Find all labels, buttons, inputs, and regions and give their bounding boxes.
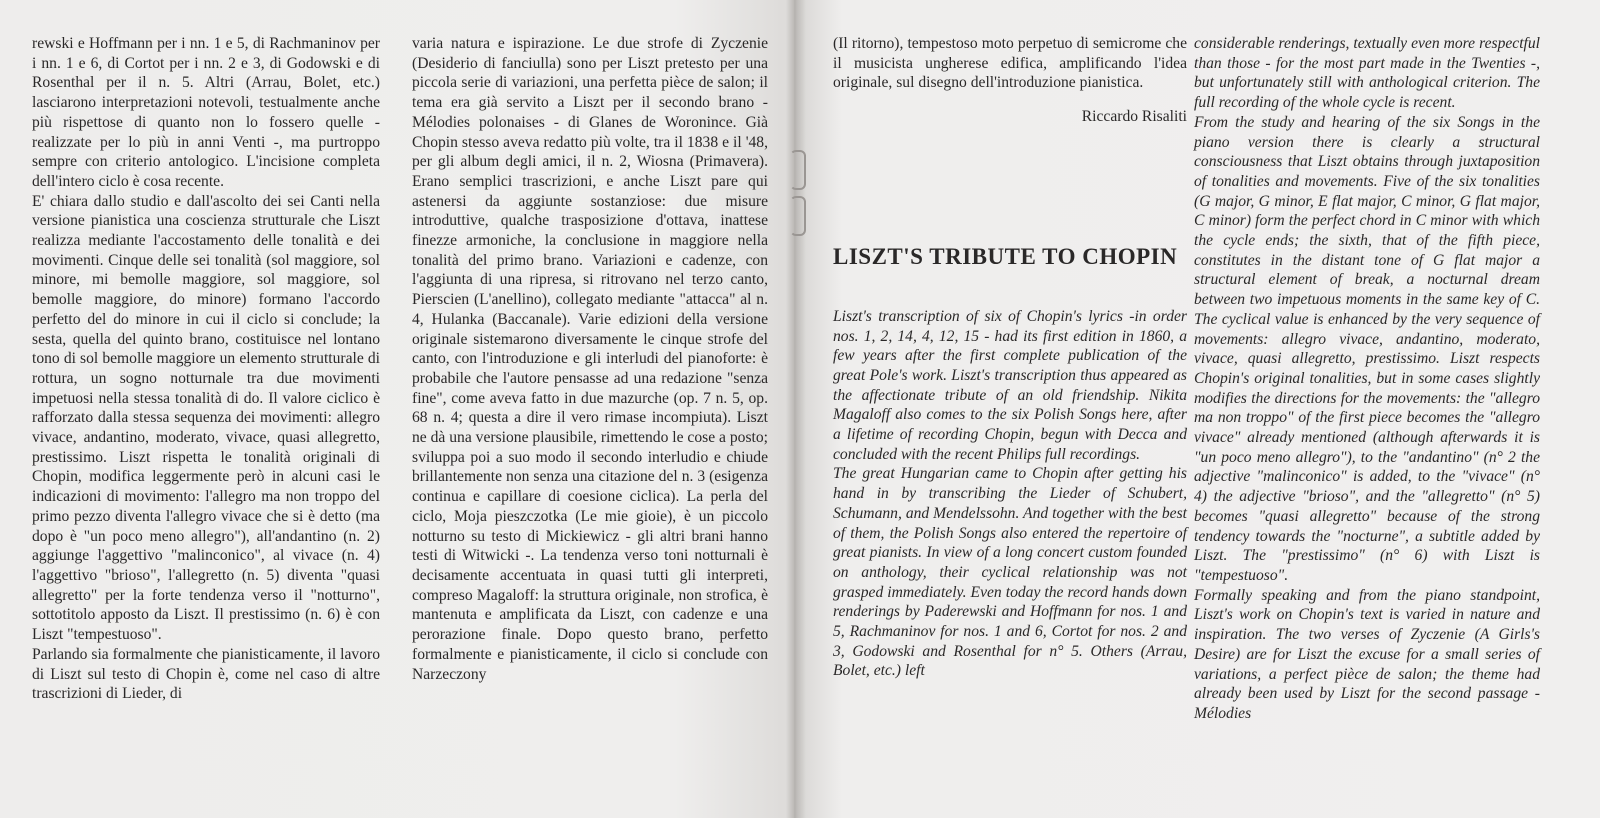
paragraph: considerable renderings, textually even more respectful than those - for the most part made in the Twenties -, but unfortunately still with anthological criterion. The full recording of the whole cycle is recent. bbox=[1194, 35, 1540, 112]
continuation-paragraph: (Il ritorno), tempestoso moto perpetuo di semicrome che il musicista ungherese edifica, amplificando l'idea originale, sul disegno dell'introduzione pianistica. bbox=[833, 35, 1187, 92]
book-gutter bbox=[786, 0, 806, 818]
staple bbox=[790, 196, 806, 236]
paragraph: E' chiara dallo studio e dall'ascolto dei sei Canti nella versione pianistica una coscienza strutturale che Liszt realizza mediante l'accostamento delle tonalità e dei movimenti. Cinque delle sei tonalità (sol maggiore, sol minore, mi bemolle maggiore, sol maggiore, sol bemolle maggiore, do minore) formano l'accordo perfetto del do minore in cui il ciclo si conclude; la sesta, quella del quinto brano, costituisce nel lontano tono di sol bemolle maggiore un elemento strutturale di rottura, un sogno notturnale tra due movimenti impetuosi nella stessa tonalità di do. Il valore ciclico è rafforzato dalla stessa sequenza dei movimenti: allegro vivace, andantino, moderato, vivace, quasi allegretto, prestissimo. Liszt rispetta le tonalità originali di Chopin, modifica leggermente però in alcuni casi le indicazioni di movimento: l'allegro ma non troppo del primo pezzo diventa l'allegro vivace che si è detto (ma dopo è "un poco meno allegro"), all'andantino (n. 2) aggiunge l'aggettivo "malinconico", al vivace (n. 4) l'aggettivo "brioso", l'allegretto (n. 5) diventa "quasi allegretto" per la forte tendenza verso il "notturno", sottotitolo apposto da Liszt. Il prestissimo (n. 6) è con Liszt "tempestuoso". bbox=[32, 192, 380, 644]
column-2 bbox=[412, 34, 768, 684]
paragraph: From the study and hearing of the six Songs in the piano version there is clearly a structural consciousness that Liszt obtains through juxtaposition of tonalities and movements. Five of the six tonalities (G major, G minor, E flat major, C minor, G flat major, C minor) form the perfect chord in C minor with which the cycle ends; the sixth, that of the fifth piece, constitutes in the distant tone of G flat major a structural element of break, a nocturnal dream between two impetuous moments in the same key of C. The cyclical value is enhanced by the very sequence of movements: allegro vivace, andantino, moderato, vivace, quasi allegretto, prestissimo. Liszt respects Chopin's original tonalities, but in some cases slightly modifies the directions for the movements: the "allegro ma non troppo" of the first piece becomes the "allegro vivace" already mentioned (although afterwards it is "un poco meno allegro"), to the "andantino" (n° 2 the adjective "malinconico" is added, to the "vivace" (n° 4) the adjective "brioso", and the "allegretto" (n° 5) becomes "quasi allegretto" because of the strong tendency towards the "nocturne", a subtitle added by Liszt. The "prestissimo" (n° 6) with Liszt is "tempestuoso". bbox=[1194, 113, 1540, 584]
author-signature: Riccardo Risaliti bbox=[1081, 108, 1187, 126]
left-page bbox=[0, 0, 794, 818]
paragraph: rewski e Hoffmann per i nn. 1 e 5, di Rachmaninov per i nn. 1 e 6, di Cortot per i nn. 2 e 3, di Godowski e di Rosenthal per il n. 5. Altri (Arrau, Bolet, etc.) lasciarono interpretazioni notevoli, testualmente anche più rispettose di quanto non lo fossero quelle - realizzate per lo più in anni Venti -, ma purtroppo sempre con criterio antologico. L'incisione completa dell'intero ciclo è cosa recente. bbox=[32, 35, 380, 190]
column-3 bbox=[833, 34, 1187, 681]
staple bbox=[790, 150, 806, 190]
paragraph: varia natura e ispirazione. Le due strofe di Zyczenie (Desiderio di fanciulla) sono per Liszt pretesto per una piccola serie di variazioni, una perfetta pièce de salon; il tema era già servito a Liszt per il secondo brano - Mélodies polonaises - di Glanes de Woronince. Già Chopin stesso aveva redatto più volte, tra il 1838 e il '48, per gli album degli amici, il n. 2, Wiosna (Primavera). Erano semplici trascrizioni, e anche Liszt pare qui astenersi da aggiunte sostanziose: due misure introduttive, qualche trasposizione d'ottava, inattese finezze armoniche, la conclusione in maggiore nella tonalità del primo brano. Variazioni e cadenze, con l'aggiunta di una ripresa, si ritrovano nel terzo canto, Pierscien (L'anellino), collegato mediante "attacca" al n. 4, Hulanka (Baccanale). Varie edizioni della versione originale sistemarono diversamente le cinque strofe del canto, con l'introduzione e gli interludi del pianoforte: è probabile che l'autore pensasse ad una redazione "senza fine", come aveva fatto in due mazurche (op. 7 n. 5, op. 68 n. 4; questa a dire il vero rimase incompiuta). Liszt ne dà una versione plausibile, rimettendo le cose a posto; sviluppa poi a suo modo il secondo interludio e chiude brillantemente non senza una citazione del n. 3 (esigenza continua e capillare di coesione ciclica). La perla del ciclo, Moja pieszczotka (Le mie gioie), è un piccolo notturno su testo di Mickiewicz - gli altri brani hanno testi di Witwicki -. La tendenza verso toni notturnali è decisamente accentuata in quasi tutti gli interpreti, compreso Magaloff: la struttura originale, non strofica, è mantenuta e amplificata da Liszt, con cadenze e una perorazione finale. Dopo questo brano, perfetto formalmente e pianisticamente, il ciclo si conclude con Narzeczony bbox=[412, 35, 768, 683]
right-page bbox=[794, 0, 1600, 818]
paragraph: Formally speaking and from the piano standpoint, Liszt's work on Chopin's text is varied in nature and inspiration. The two verses of Zyczenie (A Girls's Desire) are for Liszt the excuse for a small series of variations, a perfect pièce de salon; the theme had already been used by Liszt for the second passage - Mélodies bbox=[1194, 586, 1540, 722]
paragraph: Parlando sia formalmente che pianisticamente, il lavoro di Liszt sul testo di Chopin è, come nel caso di altre trascrizioni di Lieder, di bbox=[32, 645, 380, 703]
paragraph: Liszt's transcription of six of Chopin's lyrics -in order nos. 1, 2, 14, 4, 12, 15 - had its first edition in 1860, a few years after the first complete publication of the great Pole's work. Liszt's transcription thus appeared as the affectionate tribute of an old friendship. Nikita Magaloff also comes to the six Polish Songs here, after a lifetime of recording Chopin, begun with Decca and concluded with the recent Philips full recordings. bbox=[833, 307, 1187, 463]
article-headline: LISZT'S TRIBUTE TO CHOPIN bbox=[833, 243, 1178, 269]
column-1 bbox=[32, 34, 380, 704]
column-4 bbox=[1194, 34, 1540, 724]
paragraph: The great Hungarian came to Chopin after getting his hand in by transcribing the Lieder of Schubert, Schumann, and Mendelssohn. And together with the best of them, the Polish Songs also entered the repertoire of great pianists. In view of a long concert custom founded on anthology, their cyclical relationship was not grasped immediately. Even today the record hands down renderings by Paderewski and Hoffmann for nos. 1 and 5, Rachmaninov for nos. 1 and 6, Cortot for nos. 2 and 3, Godowski and Rosenthal for n° 5. Others (Arrau, Bolet, etc.) left bbox=[833, 465, 1187, 680]
